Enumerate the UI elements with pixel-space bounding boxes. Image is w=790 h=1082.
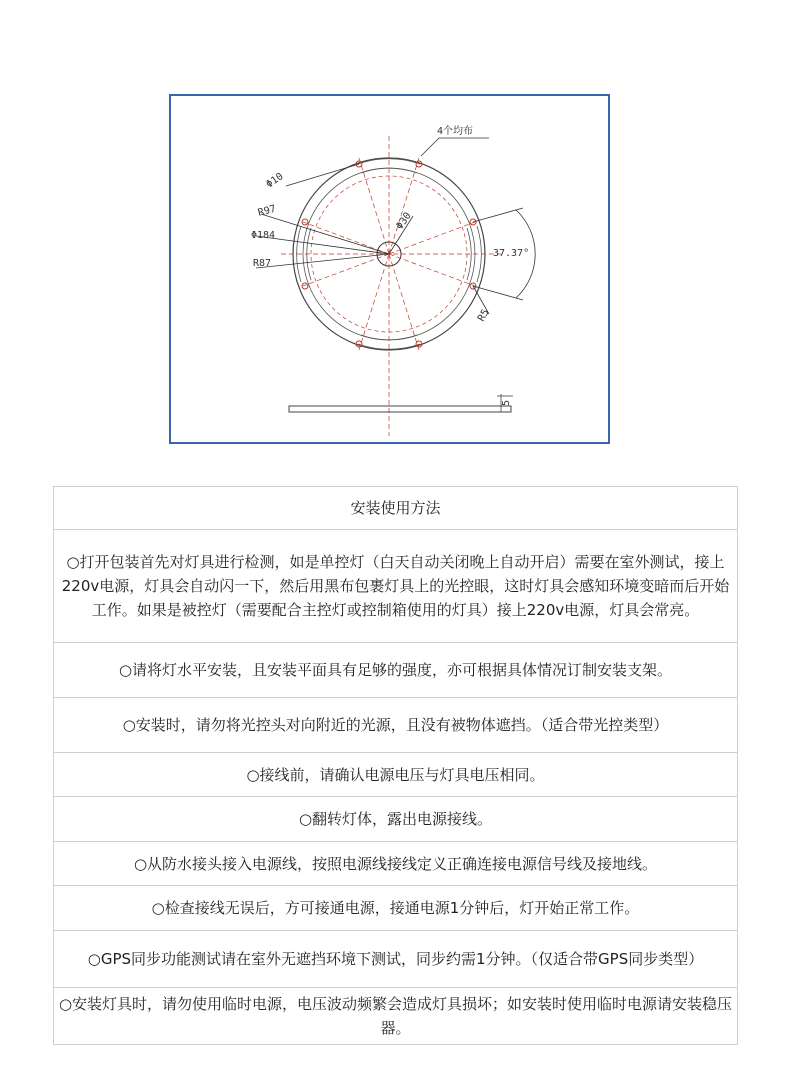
instruction-row: ○从防水接头接入电源线，按照电源线接线定义正确连接电源信号线及接地线。 bbox=[54, 842, 738, 886]
label-holes: 4个均布 bbox=[437, 126, 474, 137]
table-row bbox=[54, 530, 738, 643]
label-d10: Φ10 bbox=[264, 171, 286, 191]
instruction-row: ○接线前，请确认电源电压与灯具电压相同。 bbox=[54, 753, 738, 797]
table-row bbox=[54, 931, 738, 988]
label-r5: R5 bbox=[476, 307, 492, 324]
table-row bbox=[54, 886, 738, 931]
table-row bbox=[54, 753, 738, 797]
table-row bbox=[54, 643, 738, 698]
instruction-row: ○安装灯具时，请勿使用临时电源，电压波动频繁会造成灯具损坏；如安装时使用临时电源请安装稳压器。 bbox=[54, 988, 738, 1045]
spokes bbox=[281, 136, 501, 436]
label-r97: R97 bbox=[256, 203, 278, 219]
table-row bbox=[54, 698, 738, 753]
side-profile bbox=[289, 394, 513, 412]
label-d184: Φ184 bbox=[251, 230, 276, 241]
label-r87: R87 bbox=[253, 258, 272, 269]
technical-drawing-frame bbox=[169, 94, 610, 444]
table-header-row bbox=[54, 487, 738, 530]
label-d30: Φ30 bbox=[394, 210, 414, 232]
instruction-row: ○打开包装首先对灯具进行检测，如是单控灯（白天自动关闭晚上自动开启）需要在室外测试，接上220v电源，灯具会自动闪一下，然后用黑布包裹灯具上的光控眼，这时灯具会感知环境变暗而后开始工作。如果是被控灯（需要配合主控灯或控制箱使用的灯具）接上220v电源，灯具会常亮。 bbox=[54, 530, 738, 643]
table-row bbox=[54, 988, 738, 1045]
label-angle: 37.37° bbox=[493, 248, 530, 259]
installation-instructions-table bbox=[53, 486, 738, 1045]
instruction-row: ○检查接线无误后，方可接通电源，接通电源1分钟后，灯开始正常工作。 bbox=[54, 886, 738, 931]
table-row bbox=[54, 842, 738, 886]
technical-drawing bbox=[171, 96, 608, 442]
table-header: 安装使用方法 bbox=[54, 487, 738, 530]
instruction-row: ○GPS同步功能测试请在室外无遮挡环境下测试，同步约需1分钟。（仅适合带GPS同步类型） bbox=[54, 931, 738, 988]
instruction-row: ○安装时，请勿将光控头对向附近的光源，且没有被物体遮挡。（适合带光控类型） bbox=[54, 698, 738, 753]
instruction-row: ○请将灯水平安装，且安装平面具有足够的强度，亦可根据具体情况订制安装支架。 bbox=[54, 643, 738, 698]
table-row bbox=[54, 797, 738, 842]
instruction-row: ○翻转灯体，露出电源接线。 bbox=[54, 797, 738, 842]
label-thickness: 5 bbox=[501, 399, 512, 406]
